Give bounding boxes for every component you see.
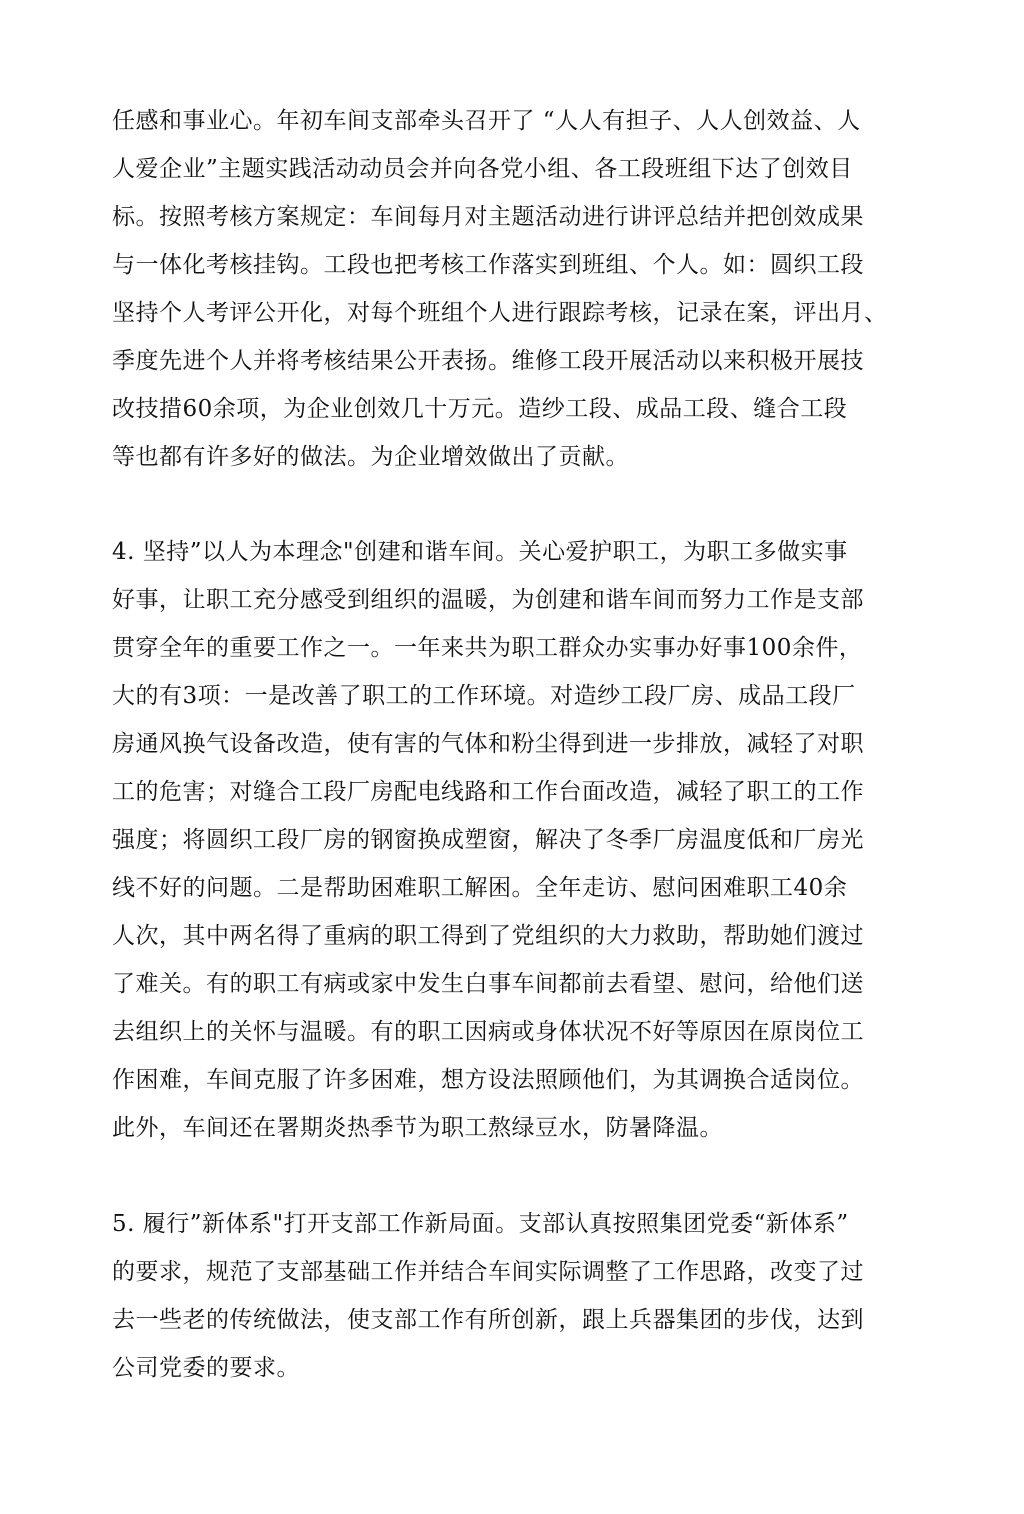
text-line: 了难关。有的职工有病或家中发生白事车间都前去看望、慰问，给他们送 — [112, 971, 864, 997]
text-line: 线不好的问题。二是帮助困难职工解困。全年走访、慰问困难职工40余 — [112, 875, 848, 901]
text-line: 贯穿全年的重要工作之一。一年来共为职工群众办实事办好事100余件， — [112, 635, 863, 661]
text-line: 5. 履行”新体系"打开支部工作新局面。支部认真按照集团党委“新体系” — [112, 1211, 849, 1237]
paragraph-item-5 — [112, 1200, 912, 1392]
text-line: 去组织上的关怀与温暖。有的职工因病或身体状况不好等原因在原岗位工 — [112, 1019, 864, 1045]
paragraph-item-4 — [112, 528, 912, 1152]
text-line: 任感和事业心。年初车间支部牵头召开了 “人人有担子、人人创效益、人 — [112, 108, 861, 134]
text-line: 等也都有许多好的做法。为企业增效做出了贡献。 — [112, 444, 629, 470]
text-line: 此外，车间还在署期炎热季节为职工熬绿豆水，防暑降温。 — [112, 1115, 723, 1141]
text-line: 作困难，车间克服了许多困难，想方设法照顾他们，为其调换合适岗位。 — [112, 1067, 864, 1093]
text-line: 人次，其中两名得了重病的职工得到了党组织的大力救助，帮助她们渡过 — [112, 923, 864, 949]
text-line: 坚持个人考评公开化，对每个班组个人进行跟踪考核，记录在案，评出月、 — [112, 300, 888, 326]
text-line: 季度先进个人并将考核结果公开表扬。维修工段开展活动以来积极开展技 — [112, 348, 864, 374]
text-line: 改技措60余项，为企业创效几十万元。造纱工段、成品工段、缝合工段 — [112, 396, 848, 422]
paragraph-continuation — [112, 97, 912, 481]
text-line: 的要求，规范了支部基础工作并结合车间实际调整了工作思路，改变了过 — [112, 1259, 864, 1285]
text-line: 好事，让职工充分感受到组织的温暖，为创建和谐车间而努力工作是支部 — [112, 587, 864, 613]
text-line: 工的危害；对缝合工段厂房配电线路和工作台面改造，减轻了职工的工作 — [112, 779, 864, 805]
text-line: 人爱企业”主题实践活动动员会并向各党小组、各工段班组下达了创效目 — [112, 156, 853, 182]
text-line: 去一些老的传统做法，使支部工作有所创新，跟上兵器集团的步伐，达到 — [112, 1307, 864, 1333]
text-line: 公司党委的要求。 — [112, 1355, 300, 1381]
text-line: 标。按照考核方案规定：车间每月对主题活动进行讲评总结并把创效成果 — [112, 204, 864, 230]
text-line: 强度；将圆织工段厂房的钢窗换成塑窗，解决了冬季厂房温度低和厂房光 — [112, 827, 864, 853]
text-line: 大的有3项：一是改善了职工的工作环境。对造纱工段厂房、成品工段厂 — [112, 683, 856, 709]
text-line: 房通风换气设备改造，使有害的气体和粉尘得到进一步排放，减轻了对职 — [112, 731, 864, 757]
text-line: 4. 坚持”以人为本理念"创建和谐车间。关心爱护职工，为职工多做实事 — [112, 539, 848, 565]
text-line: 与一体化考核挂钩。工段也把考核工作落实到班组、个人。如：圆织工段 — [112, 252, 864, 278]
